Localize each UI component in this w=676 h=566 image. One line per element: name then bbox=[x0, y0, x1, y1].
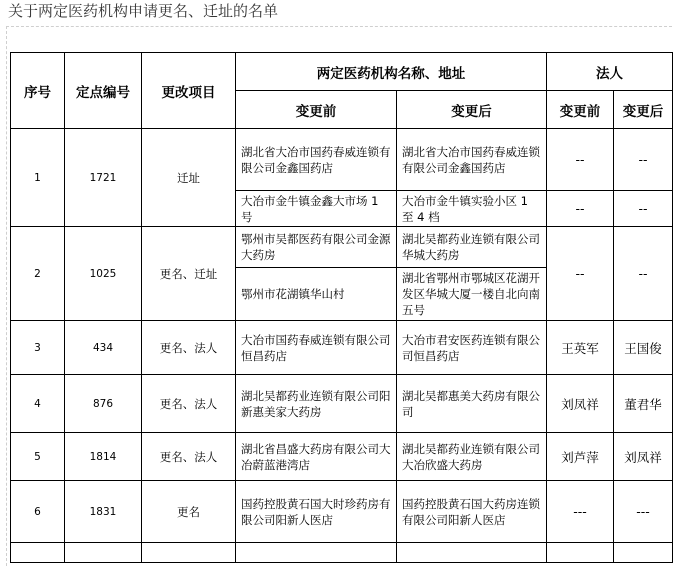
cell-legal-after: -- bbox=[614, 129, 673, 191]
cell-change-item: 迁址 bbox=[142, 129, 236, 227]
cell-empty bbox=[65, 543, 142, 563]
header-name-after: 变更后 bbox=[397, 91, 547, 129]
cell-change-item: 更名、法人 bbox=[142, 433, 236, 481]
cell-address-after: 湖北省鄂州市鄂城区花湖开发区华城大厦一楼自北向南五号 bbox=[397, 268, 547, 321]
cell-name-after: 湖北吴都惠美大药房有限公司 bbox=[397, 375, 547, 433]
cell-legal-after: 董君华 bbox=[614, 375, 673, 433]
cell-legal-before: --- bbox=[547, 481, 614, 543]
cell-name-after: 湖北吴都药业连锁有限公司华城大药房 bbox=[397, 227, 547, 268]
cell-empty bbox=[614, 543, 673, 563]
cell-name-before: 鄂州市吴都医药有限公司金源大药房 bbox=[236, 227, 397, 268]
cell-change-item: 更名、法人 bbox=[142, 375, 236, 433]
cell-legal-before: 王英军 bbox=[547, 321, 614, 375]
cell-seq: 2 bbox=[11, 227, 65, 321]
cell-name-before: 湖北省大冶市国药春威连锁有限公司金鑫国药店 bbox=[236, 129, 397, 191]
cell-code: 876 bbox=[65, 375, 142, 433]
cell-address-after: 大冶市金牛镇实验小区 1 至 4 档 bbox=[397, 191, 547, 227]
table-row bbox=[11, 227, 673, 268]
cell-empty bbox=[11, 543, 65, 563]
cell-empty bbox=[236, 543, 397, 563]
cell-address-before: 大冶市金牛镇金鑫大市场 1 号 bbox=[236, 191, 397, 227]
cell-legal-after: 王国俊 bbox=[614, 321, 673, 375]
institution-change-table bbox=[10, 52, 673, 563]
cell-name-after: 大冶市君安医药连锁有限公司恒昌药店 bbox=[397, 321, 547, 375]
cell-change-item: 更名、迁址 bbox=[142, 227, 236, 321]
cell-empty bbox=[547, 543, 614, 563]
cell-name-after: 湖北省大冶市国药春威连锁有限公司金鑫国药店 bbox=[397, 129, 547, 191]
cell-name-before: 湖北吴都药业连锁有限公司阳新惠美家大药房 bbox=[236, 375, 397, 433]
cell-code: 1025 bbox=[65, 227, 142, 321]
cell-legal-after: --- bbox=[614, 481, 673, 543]
cell-name-after: 湖北吴都药业连锁有限公司大冶欣盛大药房 bbox=[397, 433, 547, 481]
cell-legal-before: -- bbox=[547, 129, 614, 191]
table-row bbox=[11, 375, 673, 433]
cell-seq: 1 bbox=[11, 129, 65, 227]
cell-name-before: 大冶市国药春威连锁有限公司恒昌药店 bbox=[236, 321, 397, 375]
table-row bbox=[11, 433, 673, 481]
cell-code: 434 bbox=[65, 321, 142, 375]
header-code: 定点编号 bbox=[65, 53, 142, 129]
cell-empty bbox=[397, 543, 547, 563]
header-name-address: 两定医药机构名称、地址 bbox=[236, 53, 547, 91]
cell-address-before: 鄂州市花湖镇华山村 bbox=[236, 268, 397, 321]
cell-seq: 6 bbox=[11, 481, 65, 543]
header-legal-before: 变更前 bbox=[547, 91, 614, 129]
cell-code: 1831 bbox=[65, 481, 142, 543]
cell-name-before: 湖北省昌盛大药房有限公司大冶蔚蓝港湾店 bbox=[236, 433, 397, 481]
header-row-1 bbox=[11, 53, 673, 91]
cell-legal-before: 刘凤祥 bbox=[547, 375, 614, 433]
header-seq: 序号 bbox=[11, 53, 65, 129]
cell-seq: 3 bbox=[11, 321, 65, 375]
cell-name-after: 国药控股黄石国大药房连锁有限公司阳新人医店 bbox=[397, 481, 547, 543]
cell-legal-before: 刘芦萍 bbox=[547, 433, 614, 481]
cell-code: 1814 bbox=[65, 433, 142, 481]
header-legal-after: 变更后 bbox=[614, 91, 673, 129]
cell-seq: 4 bbox=[11, 375, 65, 433]
table-row bbox=[11, 481, 673, 543]
cell-empty bbox=[142, 543, 236, 563]
cell-legal-after: 刘凤祥 bbox=[614, 433, 673, 481]
cell-legal-after: -- bbox=[614, 191, 673, 227]
cell-seq: 5 bbox=[11, 433, 65, 481]
header-name-before: 变更前 bbox=[236, 91, 397, 129]
table-row bbox=[11, 129, 673, 191]
header-legal: 法人 bbox=[547, 53, 673, 91]
cell-legal-before: -- bbox=[547, 227, 614, 321]
page-title: 关于两定医药机构申请更名、迁址的名单 bbox=[8, 2, 279, 20]
cell-change-item: 更名、法人 bbox=[142, 321, 236, 375]
cell-legal-after: -- bbox=[614, 227, 673, 321]
cell-change-item: 更名 bbox=[142, 481, 236, 543]
table-row bbox=[11, 321, 673, 375]
cell-legal-before: -- bbox=[547, 191, 614, 227]
header-change-item: 更改项目 bbox=[142, 53, 236, 129]
table-row bbox=[11, 543, 673, 563]
cell-code: 1721 bbox=[65, 129, 142, 227]
cell-name-before: 国药控股黄石国大时珍药房有限公司阳新人医店 bbox=[236, 481, 397, 543]
